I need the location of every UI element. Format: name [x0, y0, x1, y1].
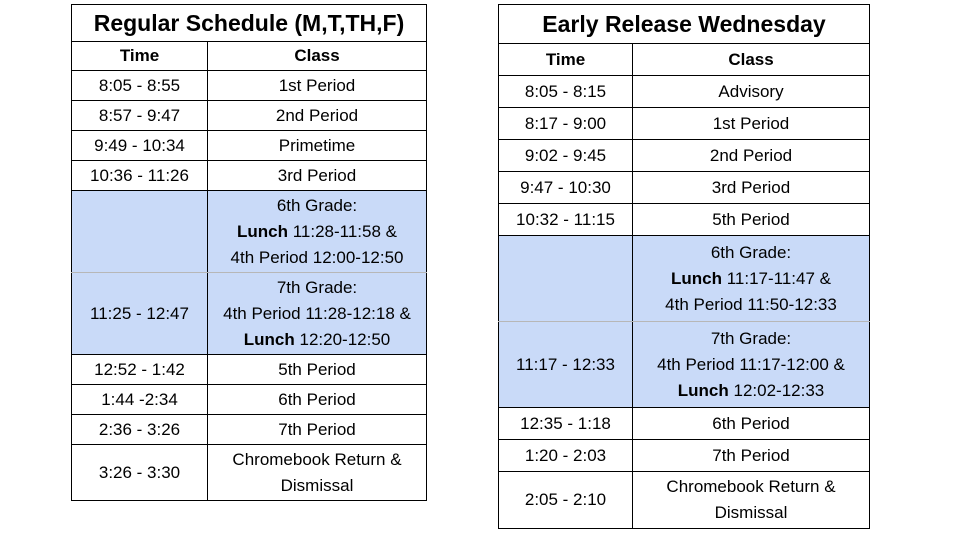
time-cell: 8:17 - 9:00 — [499, 108, 633, 140]
class-cell: 5th Period — [633, 204, 870, 236]
grade7-lunch-cell — [633, 322, 870, 408]
class-column-header: Class — [208, 42, 427, 71]
class-cell: 6th Period — [633, 408, 870, 440]
class-cell: 1st Period — [208, 71, 427, 101]
dismissal-row — [499, 472, 870, 529]
class-cell: 5th Period — [208, 355, 427, 385]
period-time: 4th Period 12:00-12:50 — [230, 247, 404, 267]
lunch-block-time: 11:25 - 12:47 — [72, 273, 208, 355]
lunch-block-time: 11:17 - 12:33 — [499, 322, 633, 408]
class-cell: 3rd Period — [208, 161, 427, 191]
table-row — [499, 408, 870, 440]
dismissal-line2: Dismissal — [714, 503, 788, 522]
time-cell: 9:49 - 10:34 — [72, 131, 208, 161]
lunch-word: Lunch — [236, 221, 288, 241]
time-column-header: Time — [499, 44, 633, 76]
table-row — [72, 101, 427, 131]
lunch-time-cell-top — [499, 236, 633, 322]
time-cell: 12:52 - 1:42 — [72, 355, 208, 385]
grade7-label: 7th Grade: — [710, 328, 792, 348]
lunch-row-7th-grade — [499, 322, 870, 408]
dismissal-class-cell — [633, 472, 870, 529]
class-column-header: Class — [633, 44, 870, 76]
time-cell: 1:20 - 2:03 — [499, 440, 633, 472]
dismissal-time: 2:05 - 2:10 — [499, 472, 633, 529]
dismissal-class-cell — [208, 445, 427, 501]
time-cell: 10:36 - 11:26 — [72, 161, 208, 191]
lunch-time: 12:20-12:50 — [294, 329, 391, 349]
grade6-label: 6th Grade: — [710, 242, 792, 262]
table-row — [72, 71, 427, 101]
class-cell: Primetime — [208, 131, 427, 161]
class-cell: 1st Period — [633, 108, 870, 140]
lunch-time: 11:17-11:47 & — [721, 268, 831, 288]
grade6-lunch-cell — [208, 191, 427, 273]
early-release-table — [498, 4, 870, 529]
period-time: 4th Period 11:17-12:00 & — [657, 354, 845, 374]
grade6-label: 6th Grade: — [276, 195, 358, 215]
regular-schedule-title: Regular Schedule (M,T,TH,F) — [72, 5, 427, 42]
lunch-time-cell-top — [72, 191, 208, 273]
table-row — [72, 161, 427, 191]
time-cell: 9:47 - 10:30 — [499, 172, 633, 204]
time-cell: 2:36 - 3:26 — [72, 415, 208, 445]
class-cell: 7th Period — [633, 440, 870, 472]
lunch-row-6th-grade — [72, 191, 427, 273]
dismissal-row — [72, 445, 427, 501]
dismissal-line1: Chromebook Return & — [232, 449, 402, 469]
table-row — [499, 108, 870, 140]
table-row — [72, 385, 427, 415]
lunch-word: Lunch — [243, 329, 295, 349]
class-cell: 2nd Period — [208, 101, 427, 131]
time-cell: 9:02 - 9:45 — [499, 140, 633, 172]
grade7-label: 7th Grade: — [276, 277, 358, 297]
table-row — [499, 140, 870, 172]
time-cell: 1:44 -2:34 — [72, 385, 208, 415]
lunch-row-6th-grade — [499, 236, 870, 322]
time-cell: 12:35 - 1:18 — [499, 408, 633, 440]
class-cell: 3rd Period — [633, 172, 870, 204]
time-cell: 8:05 - 8:55 — [72, 71, 208, 101]
lunch-word: Lunch — [670, 268, 722, 288]
lunch-row-7th-grade — [72, 273, 427, 355]
period-time: 4th Period 11:28-12:18 & — [223, 303, 411, 323]
table-row — [72, 415, 427, 445]
class-cell: Advisory — [633, 76, 870, 108]
dismissal-time: 3:26 - 3:30 — [72, 445, 208, 501]
table-row — [499, 440, 870, 472]
period-time: 4th Period 11:50-12:33 — [665, 294, 837, 314]
table-row — [499, 172, 870, 204]
time-cell: 8:05 - 8:15 — [499, 76, 633, 108]
lunch-time: 12:02-12:33 — [728, 380, 825, 400]
class-cell: 7th Period — [208, 415, 427, 445]
time-cell: 8:57 - 9:47 — [72, 101, 208, 131]
table-row — [499, 204, 870, 236]
class-cell: 6th Period — [208, 385, 427, 415]
regular-schedule-table — [71, 4, 427, 501]
grade7-lunch-cell — [208, 273, 427, 355]
dismissal-line2: Dismissal — [280, 475, 354, 495]
lunch-time: 11:28-11:58 & — [287, 221, 397, 241]
table-row — [72, 355, 427, 385]
lunch-word: Lunch — [677, 380, 729, 400]
table-row — [72, 131, 427, 161]
class-cell: 2nd Period — [633, 140, 870, 172]
grade6-lunch-cell — [633, 236, 870, 322]
dismissal-line1: Chromebook Return & — [666, 477, 836, 496]
time-column-header: Time — [72, 42, 208, 71]
table-row — [499, 76, 870, 108]
early-release-title: Early Release Wednesday — [499, 5, 870, 44]
time-cell: 10:32 - 11:15 — [499, 204, 633, 236]
